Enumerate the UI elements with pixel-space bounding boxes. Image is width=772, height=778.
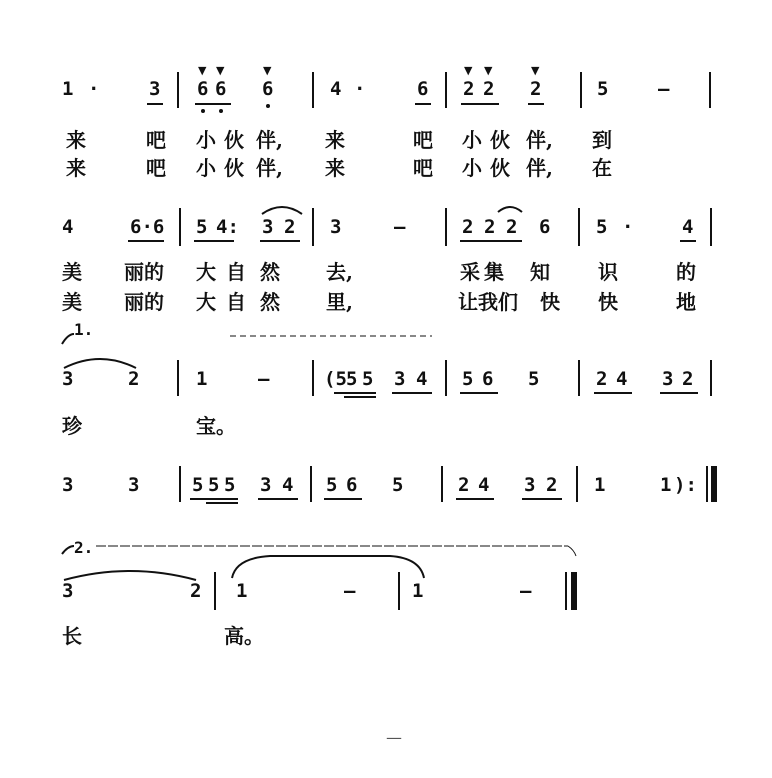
note: 5: [208, 474, 220, 496]
lyric: 地: [676, 290, 696, 314]
note: 3: [149, 78, 161, 100]
slur: [498, 207, 522, 212]
page-mark: —: [386, 728, 402, 747]
dash-mark: —: [258, 368, 270, 390]
slur: [64, 359, 136, 368]
lyric: 快: [598, 290, 618, 314]
repeat-close: ):: [674, 474, 697, 496]
volta-line: [568, 546, 576, 556]
dash-mark: —: [520, 580, 532, 602]
note: 4: [616, 368, 628, 390]
lyric: 自: [226, 260, 246, 284]
lyric: 美: [62, 290, 82, 314]
lyric: 的: [676, 260, 696, 284]
note: 6: [215, 78, 227, 100]
lyric: 小: [462, 128, 482, 152]
lyric: 长: [62, 624, 82, 648]
dash-mark: —: [658, 78, 670, 100]
note: 2: [483, 78, 495, 100]
lyric: 然: [260, 290, 280, 314]
note: 3: [62, 368, 74, 390]
note: 2: [190, 580, 202, 602]
note: 3: [330, 216, 342, 238]
note: 1: [236, 580, 248, 602]
note: 5: [326, 474, 338, 496]
note: 6: [197, 78, 209, 100]
note: 3: [62, 580, 74, 602]
note: 3: [394, 368, 406, 390]
note: 6·6: [130, 216, 165, 238]
note: 1: [412, 580, 424, 602]
note: 2: [462, 216, 474, 238]
note: 5: [346, 368, 358, 390]
lyric: 伙: [224, 156, 244, 180]
note: 4: [62, 216, 74, 238]
lyric: 伴,: [526, 128, 553, 152]
volta-bracket: [62, 334, 74, 344]
lyric: 大: [196, 290, 216, 314]
lyric: 吧: [146, 128, 166, 152]
lyric: 伴,: [256, 128, 283, 152]
note: 4: [282, 474, 294, 496]
lyric: 宝。: [196, 414, 236, 438]
note: 2: [506, 216, 518, 238]
lyric: 集: [484, 260, 504, 284]
lyric: 伴,: [526, 156, 553, 180]
accent-mark: ▼: [464, 64, 473, 77]
accent-mark: ▼: [216, 64, 225, 77]
note: 1: [196, 368, 208, 390]
lyric: 来: [325, 156, 345, 180]
dash-mark: —: [394, 216, 406, 238]
lyric: 吧: [413, 128, 433, 152]
note: 3: [262, 216, 274, 238]
note: 3: [260, 474, 272, 496]
lyric: 丽的: [124, 290, 164, 314]
note: 6: [346, 474, 358, 496]
lyric: 自: [226, 290, 246, 314]
tie: [232, 556, 424, 578]
dot-mark: ·: [354, 78, 366, 100]
note: 4:: [216, 216, 239, 238]
lyric: 识: [598, 260, 618, 284]
note: 5: [392, 474, 404, 496]
note: 3: [128, 474, 140, 496]
note: 5: [462, 368, 474, 390]
lyric: 伴,: [256, 156, 283, 180]
lyric: 珍: [62, 414, 82, 438]
note: 6: [262, 78, 274, 100]
dot-mark: ·: [88, 78, 100, 100]
volta-label: 2.: [74, 538, 94, 557]
volta-bracket: [62, 546, 74, 554]
lyric: 快: [540, 290, 560, 314]
note: 4: [682, 216, 694, 238]
lyric: 去,: [326, 260, 353, 284]
note: 5: [597, 78, 609, 100]
note: 4: [478, 474, 490, 496]
note: 2: [484, 216, 496, 238]
lyric: 美: [62, 260, 82, 284]
note: 1: [594, 474, 606, 496]
accent-mark: ▼: [263, 64, 272, 77]
note: 6: [539, 216, 551, 238]
note: 1: [660, 474, 672, 496]
note: 2: [546, 474, 558, 496]
note: 1: [62, 78, 74, 100]
lyric: 来: [66, 156, 86, 180]
lyric: 丽的: [124, 260, 164, 284]
lyric: 吧: [146, 156, 166, 180]
note: 5: [196, 216, 208, 238]
lyric: 高。: [224, 624, 264, 648]
accent-mark: ▼: [198, 64, 207, 77]
note: 2: [530, 78, 542, 100]
lyric: 伙: [490, 156, 510, 180]
lyric: 大: [196, 260, 216, 284]
note: 5: [224, 474, 236, 496]
note: 4: [416, 368, 428, 390]
note: 4: [330, 78, 342, 100]
note: 5: [192, 474, 204, 496]
accent-mark: ▼: [531, 64, 540, 77]
note: 6: [417, 78, 429, 100]
slur: [64, 571, 196, 580]
lyric: 里,: [326, 290, 353, 314]
note: 2: [458, 474, 470, 496]
lyric: 伙: [224, 128, 244, 152]
lyric: 采: [460, 260, 480, 284]
slur: [262, 207, 302, 214]
accent-mark: ▼: [484, 64, 493, 77]
note: 3: [524, 474, 536, 496]
note: 3: [62, 474, 74, 496]
note: 2: [463, 78, 475, 100]
note: 2: [596, 368, 608, 390]
lyric: 让我们: [458, 290, 518, 314]
lyric: 在: [592, 156, 612, 180]
note: (5: [324, 368, 347, 390]
note: 6: [482, 368, 494, 390]
lyric: 来: [66, 128, 86, 152]
note: 2: [682, 368, 694, 390]
lyric: 知: [530, 260, 550, 284]
note: 5: [596, 216, 608, 238]
lyric: 然: [260, 260, 280, 284]
lyric: 吧: [413, 156, 433, 180]
lyric: 来: [325, 128, 345, 152]
note: 5: [362, 368, 374, 390]
lyric: 小: [196, 156, 216, 180]
lyric: 到: [592, 128, 612, 152]
note: 3: [662, 368, 674, 390]
note: 2: [284, 216, 296, 238]
lyric: 小: [196, 128, 216, 152]
note: 5: [528, 368, 540, 390]
dot-mark: ·: [622, 216, 634, 238]
volta-label: 1.: [74, 320, 94, 339]
dash-mark: —: [344, 580, 356, 602]
note: 2: [128, 368, 140, 390]
lyric: 小: [462, 156, 482, 180]
lyric: 伙: [490, 128, 510, 152]
